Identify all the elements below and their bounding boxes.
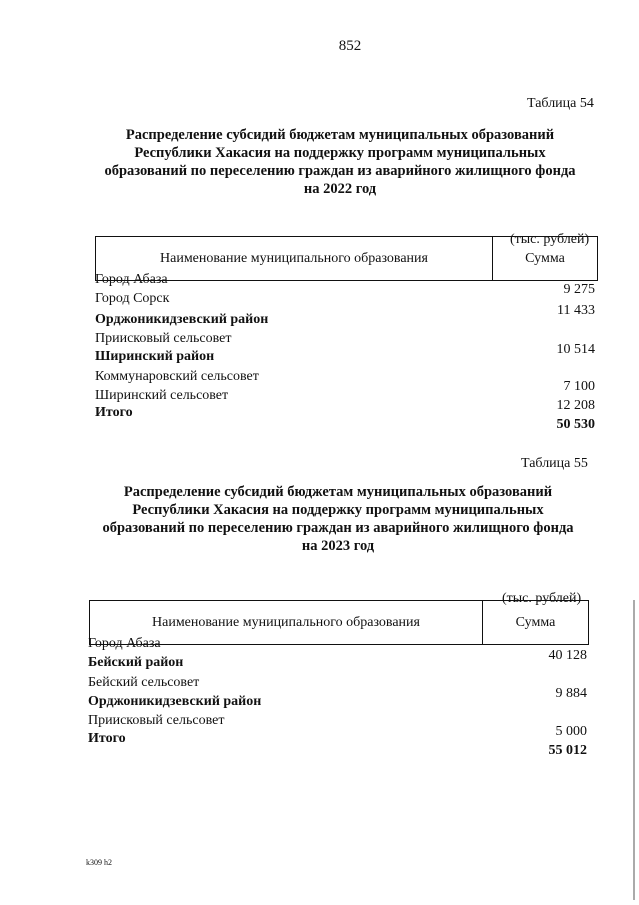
table54-unit: (тыс. рублей) (510, 232, 590, 247)
table55-row-name: Город Абаза (88, 636, 161, 651)
table55-title-line: на 2023 год (301, 538, 375, 554)
table54-title-line: Распределение субсидий бюджетам муниципальных образований (125, 127, 555, 143)
table55-unit: (тыс. рублей) (502, 591, 582, 606)
table55-header (89, 600, 589, 645)
page-number: 852 (338, 38, 362, 54)
table54-value: 10 514 (556, 342, 595, 357)
table55-title-line: Распределение субсидий бюджетам муниципальных образований (123, 484, 553, 500)
table55-row-name: Итого (88, 731, 126, 746)
table55-row-name: Орджоникидзевский район (88, 694, 262, 709)
table55-row-name: Бейский сельсовет (88, 675, 200, 690)
table55-row-name: Приисковый сельсовет (88, 713, 225, 728)
table54-value: 11 433 (557, 303, 595, 318)
table54-label: Таблица 54 (527, 96, 594, 111)
table54-title-line: образований по переселению граждан из аварийного жилищного фонда (104, 163, 576, 179)
table54-row-name: Орджоникидзевский район (95, 312, 269, 327)
table55-value: 40 128 (548, 648, 587, 663)
table55-title-line: образований по переселению граждан из аварийного жилищного фонда (102, 520, 574, 536)
table55-value: 5 000 (555, 724, 587, 739)
table54-value: 7 100 (563, 379, 595, 394)
table54-row-name: Приисковый сельсовет (95, 331, 232, 346)
table55-row-name: Бейский район (88, 655, 184, 670)
table55-label: Таблица 55 (521, 456, 588, 471)
footer-code: k309 h2 (86, 858, 112, 867)
scan-edge-mark (633, 600, 635, 900)
table54-title (80, 126, 600, 198)
table54-value: 9 275 (563, 282, 595, 297)
table55-value: 9 884 (555, 686, 587, 701)
table54-row-name: Ширинский район (95, 349, 215, 364)
table54-row-name: Ширинский сельсовет (95, 388, 229, 403)
table54-header (95, 236, 598, 281)
table55-header-sum: Сумма (515, 614, 556, 630)
table55-header-name: Наименование муниципального образования (90, 601, 483, 644)
table54-total-value: 50 530 (556, 417, 595, 432)
table55-title (80, 483, 596, 555)
table54-row-name: Итого (95, 405, 133, 420)
table55-total-value: 55 012 (548, 743, 587, 758)
table54-header-sum: Сумма (525, 250, 565, 266)
table55-title-line: Республики Хакасия на поддержку программ муниципальных (132, 502, 544, 518)
table54-header-name: Наименование муниципального образования (96, 237, 493, 280)
table54-title-line: на 2022 год (303, 181, 377, 197)
table54-title-line: Республики Хакасия на поддержку программ муниципальных (134, 145, 546, 161)
table54-row-name: Город Сорск (95, 291, 170, 306)
table54-value: 12 208 (556, 398, 595, 413)
table54-row-name: Коммунаровский сельсовет (95, 369, 259, 384)
table54-row-name: Город Абаза (95, 272, 168, 287)
